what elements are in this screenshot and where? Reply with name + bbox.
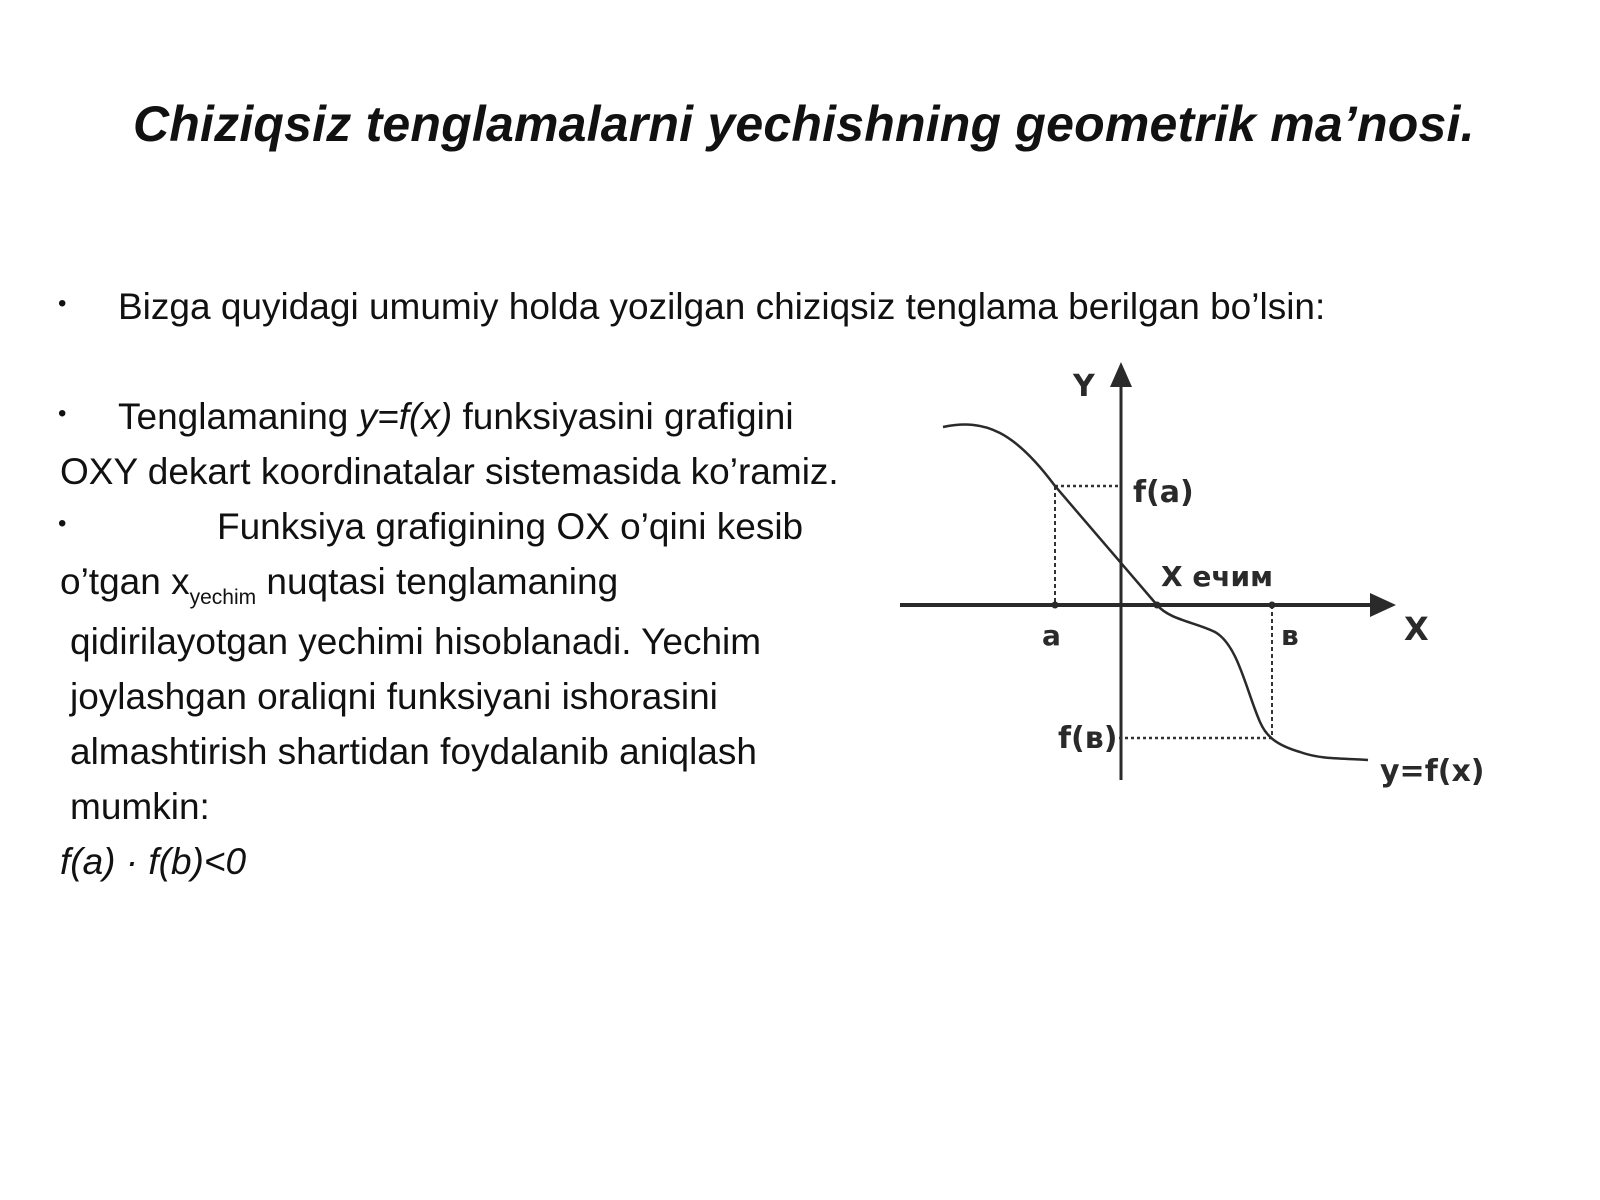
fb-label: f(в) — [1058, 721, 1118, 756]
bullet-2: • — [58, 400, 67, 427]
paragraph-3-line-6: mumkin: — [70, 786, 210, 827]
function-expression: y=f(x) — [358, 396, 453, 437]
root-label: X ечим — [1161, 560, 1274, 593]
paragraph-3-line-1: Funksiya grafigining OX o’qini kesib — [217, 506, 804, 547]
paragraph-3-line-5: almashtirish shartidan foydalanib aniqlash — [70, 731, 757, 772]
paragraph-2-line-2: OXY dekart koordinatalar sistemasida ko’ramiz. — [60, 451, 839, 492]
point-root — [1154, 602, 1161, 609]
x-axis-arrow — [1370, 593, 1396, 617]
bullet-3: • — [58, 510, 67, 537]
y-axis-label: Y — [1073, 369, 1095, 404]
point-a — [1052, 602, 1059, 609]
sign-condition: f(a) · f(b)<0 — [60, 841, 247, 882]
paragraph-3-line-3: qidirilayotgan yechimi hisoblanadi. Yechim — [70, 621, 762, 662]
y-axis-arrow — [1110, 362, 1132, 387]
paragraph-3-line-2-start: o’tgan x — [60, 561, 190, 602]
x-subscript: yechim — [189, 586, 257, 609]
b-label: в — [1281, 619, 1299, 652]
a-label: a — [1042, 619, 1061, 652]
curve-label: y=f(x) — [1380, 754, 1485, 789]
paragraph-3-line-2-end: nuqtasi tenglamaning — [256, 561, 619, 602]
paragraph-3-line-4: joylashgan oraliqni funksiyani ishorasini — [70, 676, 718, 717]
function-graph-diagram — [900, 360, 1520, 820]
paragraph-3-line-2 — [60, 561, 619, 609]
paragraph-2-start: Tenglamaning — [118, 396, 359, 437]
bullet-1: • — [58, 290, 67, 317]
paragraph-1: Bizga quyidagi umumiy holda yozilgan chiziqsiz tenglama berilgan bo’lsin: — [118, 286, 1326, 327]
slide-title: Chiziqsiz tenglamalarni yechishning geometrik ma’nosi. — [133, 96, 1475, 152]
fa-label: f(a) — [1133, 475, 1194, 510]
point-b — [1269, 602, 1276, 609]
paragraph-2-line-1 — [118, 398, 794, 435]
paragraph-2-end: funksiyasini grafigini — [452, 396, 794, 437]
x-axis-label: X — [1404, 610, 1429, 648]
